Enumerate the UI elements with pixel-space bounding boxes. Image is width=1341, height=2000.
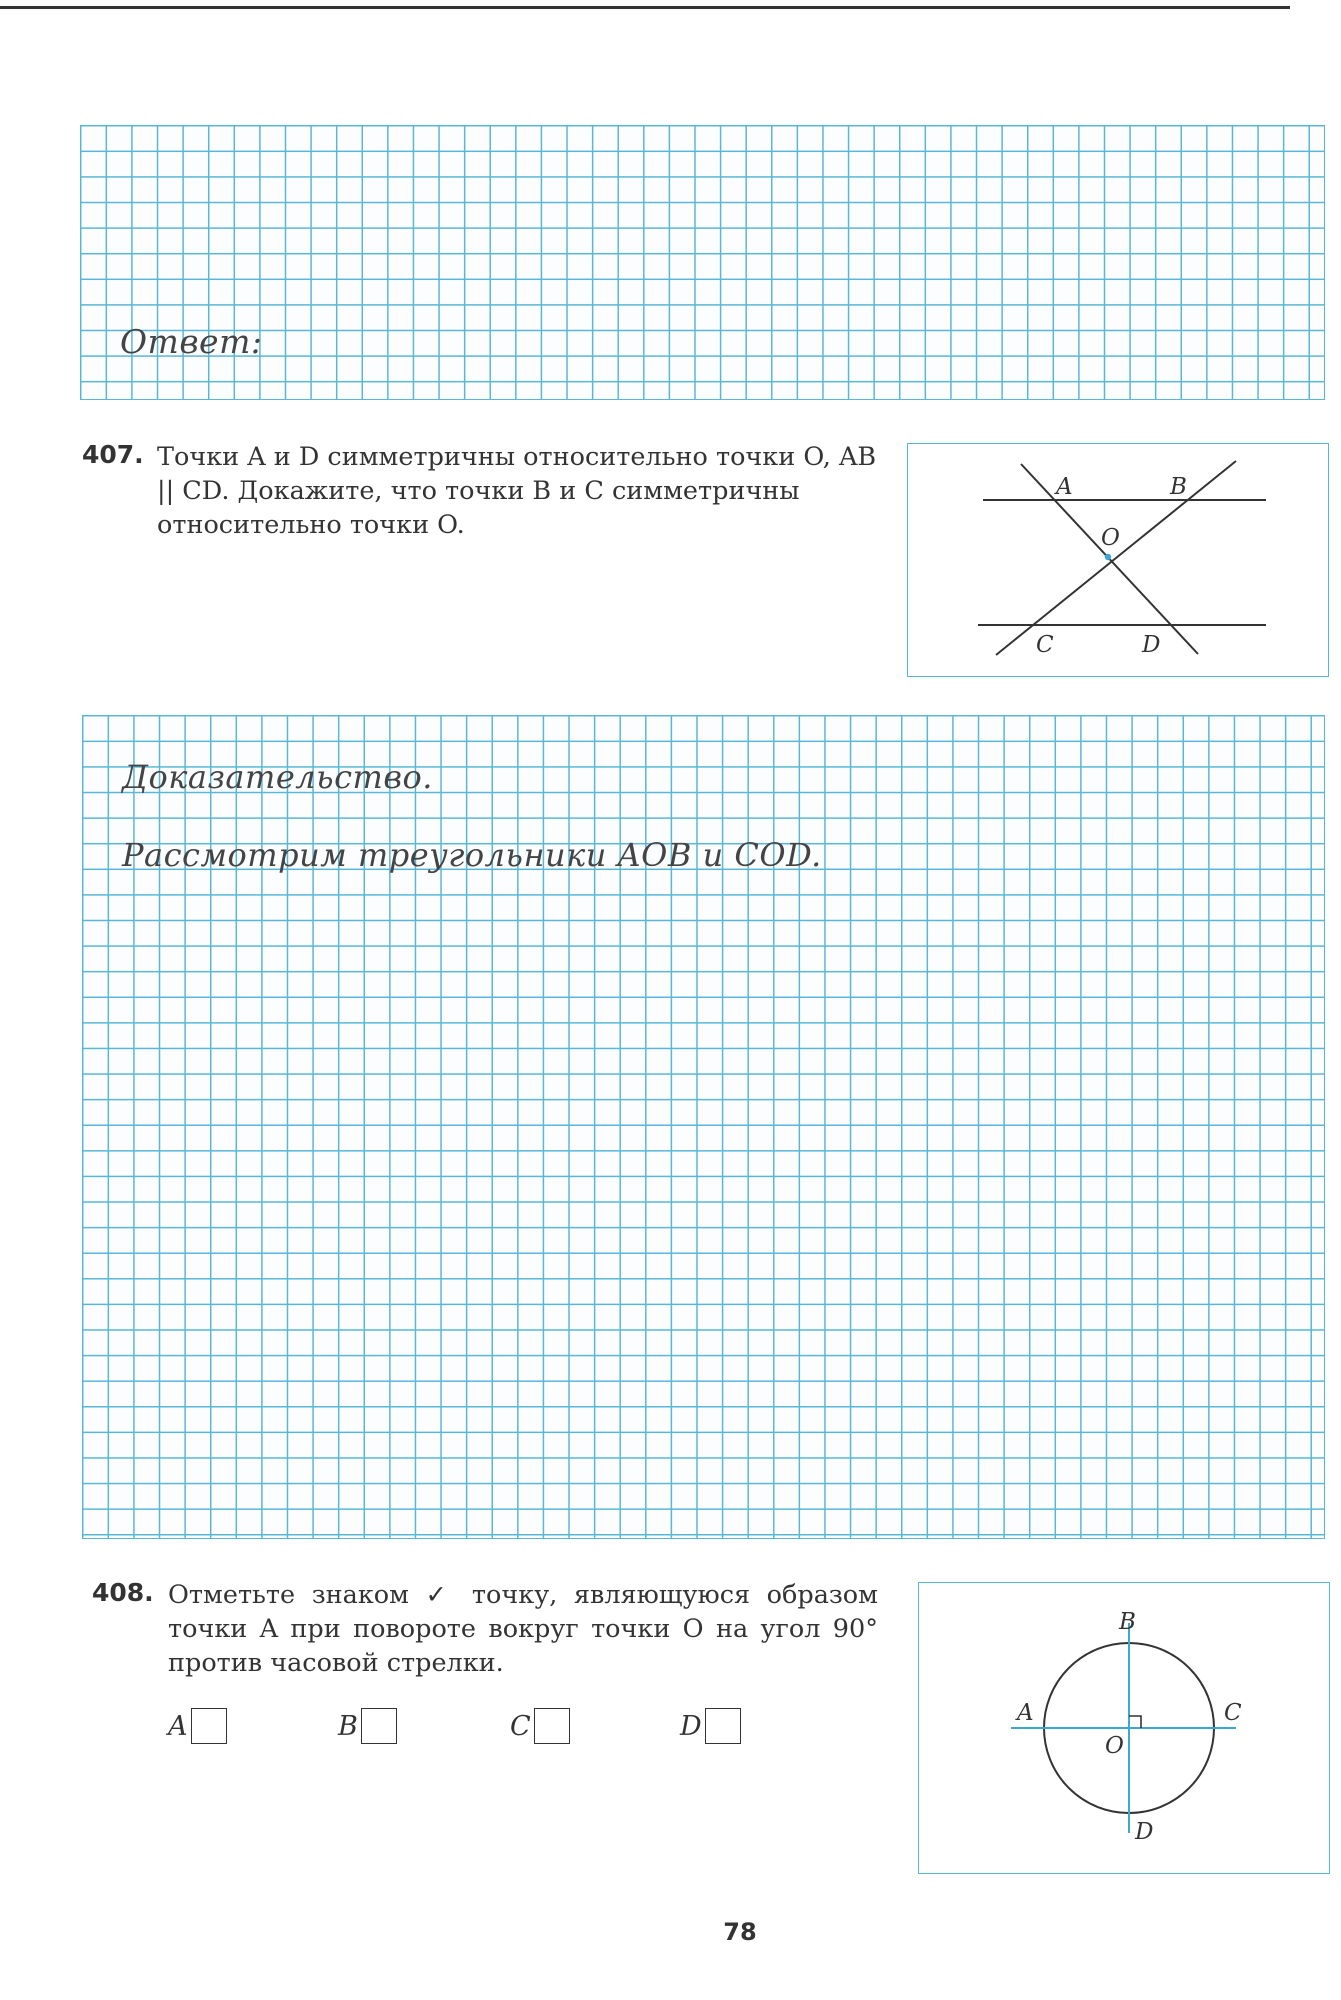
label-o: O — [1101, 525, 1120, 551]
option-b[interactable] — [338, 1708, 397, 1744]
option-c-label: C — [510, 1710, 531, 1742]
label-b: B — [1170, 474, 1187, 500]
option-d-checkbox[interactable] — [705, 1708, 741, 1744]
option-d-label: D — [680, 1710, 702, 1742]
proof-line-1: Рассмотрим треугольники AOB и COD. — [122, 836, 822, 874]
option-b-checkbox[interactable] — [361, 1708, 397, 1744]
option-a-checkbox[interactable] — [191, 1708, 227, 1744]
problem-408-statement: Отметьте знаком ✓ точку, являющуюся образом точки A при повороте вокруг точки O на угол 90° против часовой стрелки. — [168, 1580, 878, 1678]
problem-408-number: 408. — [92, 1578, 154, 1607]
label-o: O — [1105, 1733, 1124, 1759]
top-rule — [0, 6, 1290, 9]
proof-title: Доказательство. — [122, 758, 433, 796]
right-angle-mark — [1129, 1716, 1141, 1728]
label-b: B — [1119, 1609, 1136, 1635]
intersecting-lines-diagram — [908, 444, 1328, 676]
page-number: 78 — [723, 1918, 757, 1946]
option-a-label: A — [168, 1710, 188, 1742]
label-d: D — [1135, 1819, 1154, 1845]
problem-407-statement: Точки A и D симметричны относительно точки O, AB || CD. Докажите, что точки B и C симметричны относительно точки O. — [157, 442, 877, 540]
label-d: D — [1142, 632, 1161, 658]
option-c[interactable] — [510, 1708, 570, 1744]
option-c-checkbox[interactable] — [534, 1708, 570, 1744]
label-c: C — [1224, 1700, 1242, 1726]
label-c: C — [1036, 632, 1054, 658]
option-a[interactable] — [168, 1708, 227, 1744]
label-a: A — [1017, 1700, 1034, 1726]
problem-407-number: 407. — [82, 440, 144, 469]
option-b-label: B — [338, 1710, 358, 1742]
answer-label: Ответ: — [120, 322, 263, 361]
problem-407-figure — [907, 443, 1329, 677]
option-d[interactable] — [680, 1708, 741, 1744]
point-o — [1105, 554, 1111, 560]
problem-408-figure — [918, 1582, 1330, 1874]
circle-rotation-diagram — [919, 1583, 1329, 1873]
answer-grid[interactable] — [80, 125, 1325, 400]
label-a: A — [1056, 474, 1073, 500]
answer-options — [168, 1708, 868, 1752]
